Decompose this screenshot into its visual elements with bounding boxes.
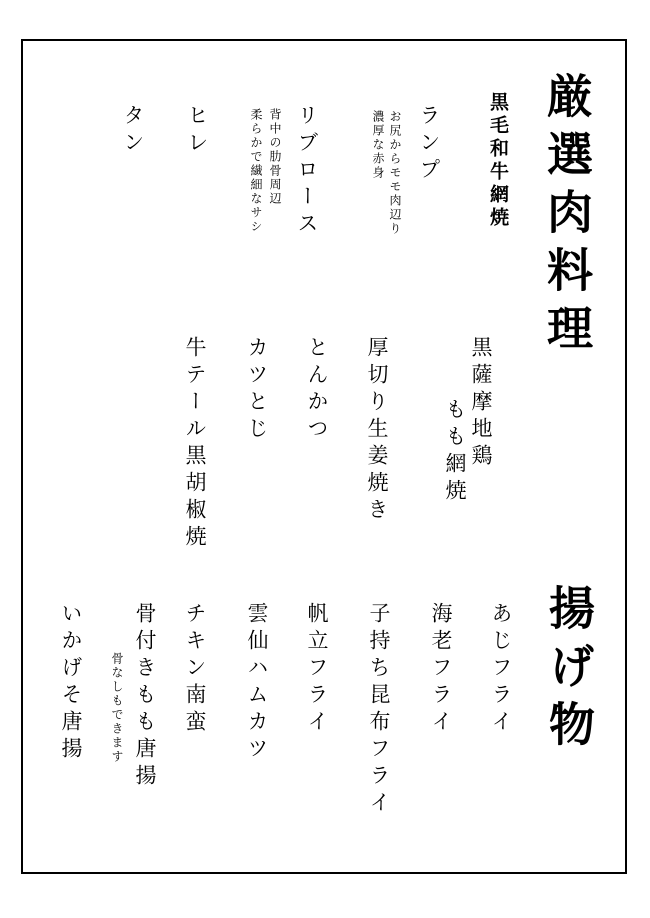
- meat-section-title: 厳選肉料理: [540, 72, 594, 362]
- ribloin-note-2: 柔らかで繊細なサシ: [249, 108, 263, 234]
- menu-item-karaage: 骨付きもも唐揚: [133, 602, 157, 791]
- menu-item-kombu-fry: 子持ち昆布フライ: [367, 602, 391, 818]
- menu-item-oxtail: 牛テール黒胡椒焼: [183, 336, 207, 552]
- satsuma-chicken-line1: 黒薩摩地鶏: [469, 336, 493, 471]
- menu-item-squid-karaage: いかげそ唐揚: [59, 602, 83, 764]
- menu-item-chicken-nanban: チキン南蛮: [183, 602, 207, 737]
- menu-item-ribloin: リブロース: [295, 104, 319, 239]
- menu-item-scallop-fry: 帆立フライ: [305, 602, 329, 737]
- ribloin-note: 背中の肋骨周辺: [268, 108, 282, 206]
- menu-item-tongue: タン: [121, 104, 145, 158]
- fried-section-title: 揚げ物: [542, 584, 596, 758]
- menu-item-fillet: ヒレ: [185, 104, 209, 158]
- menu-item-aji-fry: あじフライ: [489, 602, 513, 737]
- menu-item-tonkatsu: とんかつ: [305, 336, 329, 444]
- menu-item-ebi-fry: 海老フライ: [429, 602, 453, 737]
- wagyu-subheading: 黒毛和牛網焼: [487, 92, 509, 230]
- menu-item-ham-katsu: 雲仙ハムカツ: [245, 602, 269, 764]
- rump-note-2: 濃厚な赤身: [371, 110, 385, 180]
- menu-item-katsudon: カツとじ: [245, 336, 269, 444]
- satsuma-chicken-line2: もも網焼: [443, 398, 467, 506]
- menu-item-ginger-pork: 厚切り生姜焼き: [365, 336, 389, 525]
- menu-item-rump: ランプ: [417, 104, 441, 185]
- karaage-note: 骨なしもできます: [110, 652, 124, 764]
- rump-note: お尻からモモ肉辺り: [388, 110, 402, 236]
